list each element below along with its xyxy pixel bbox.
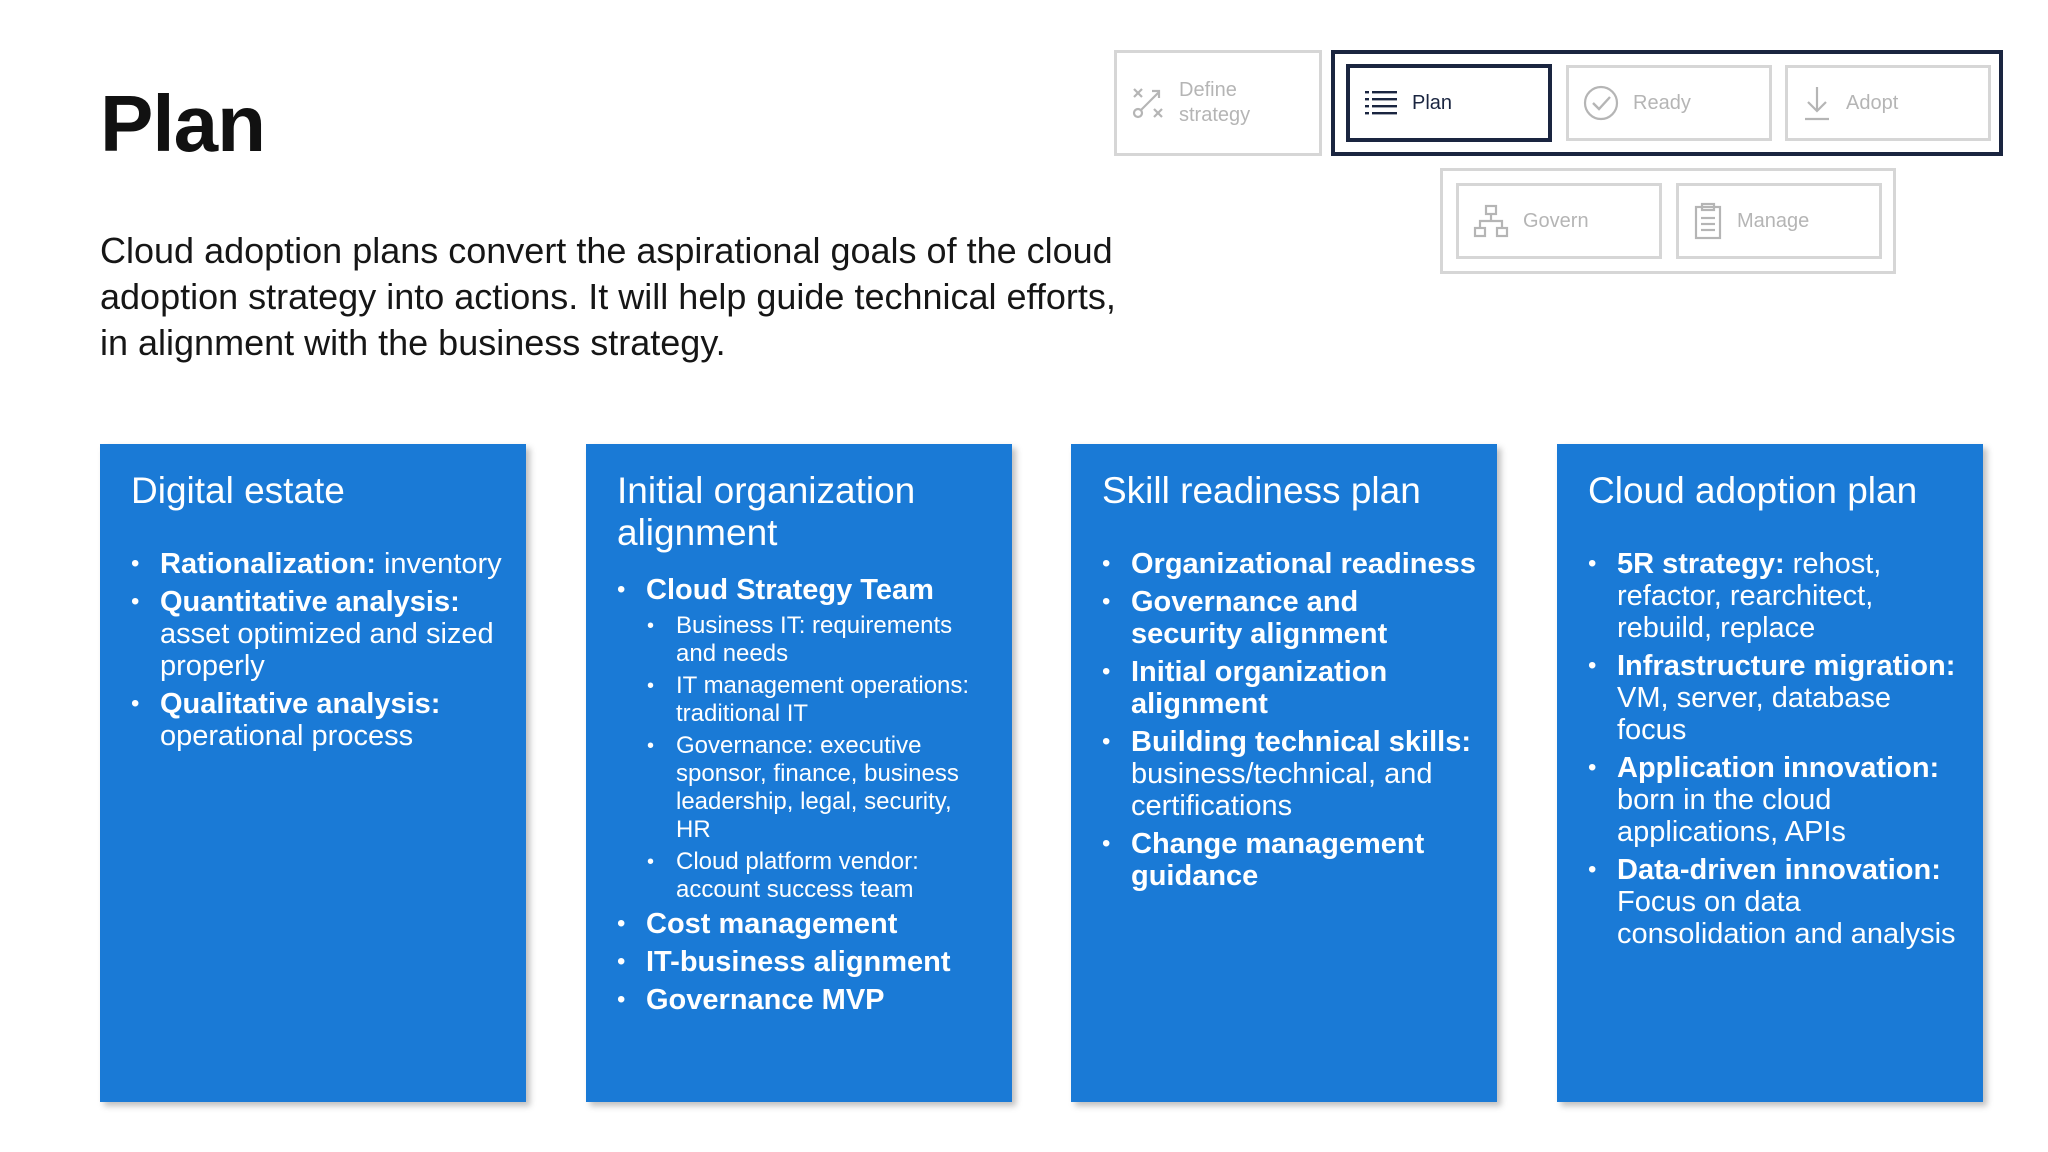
list-item: • Qualitative analysis: operational process [131, 688, 506, 752]
card-list [131, 548, 506, 752]
nav-govern-label: Govern [1523, 209, 1589, 232]
sub-list-item: • Governance: executive sponsor, finance, business leadership, legal, security, HR [617, 732, 992, 844]
card-title: Skill readiness plan [1102, 470, 1421, 511]
card-cloud-adoption-plan [1557, 444, 1983, 1102]
card-title: Cloud adoption plan [1588, 470, 1918, 511]
clipboard-icon [1693, 202, 1723, 240]
list-item: • 5R strategy: rehost, refactor, rearchitect, rebuild, replace [1588, 548, 1963, 644]
sub-list-item: • Business IT: requirements and needs [617, 612, 992, 668]
list-item: • Governance MVP [617, 984, 992, 1016]
download-arrow-icon [1802, 84, 1832, 122]
card-title: Initial organization alignment [617, 470, 916, 553]
list-item: • Building technical skills: business/technical, and certifications [1102, 726, 1477, 822]
list-item: • Quantitative analysis: asset optimized and sized properly [131, 586, 506, 682]
list-item: • Infrastructure migration: VM, server, database focus [1588, 650, 1963, 746]
list-item: • IT-business alignment [617, 946, 992, 978]
checkmark-circle-icon [1583, 85, 1619, 121]
nav-govern[interactable] [1456, 183, 1662, 259]
list-item: • Governance and security alignment [1102, 586, 1477, 650]
list-item: • Cost management [617, 908, 992, 940]
list-item: • Cloud Strategy Team [617, 574, 992, 606]
nav-manage[interactable] [1676, 183, 1882, 259]
card-list [1588, 548, 1963, 950]
card-list [1102, 548, 1477, 892]
list-item: • Data-driven innovation: Focus on data consolidation and analysis [1588, 854, 1963, 950]
nav-define-strategy[interactable] [1114, 50, 1322, 156]
list-item: • Change management guidance [1102, 828, 1477, 892]
card-initial-organization-alignment [586, 444, 1012, 1102]
nav-plan[interactable] [1346, 64, 1552, 142]
card-list [617, 574, 992, 1016]
nav-define-strategy-label: Define strategy [1179, 79, 1251, 126]
list-item: • Initial organization alignment [1102, 656, 1477, 720]
nav-ready[interactable] [1566, 65, 1772, 141]
card-digital-estate [100, 444, 526, 1102]
define-strategy-icon [1131, 86, 1165, 120]
nav-adopt[interactable] [1785, 65, 1991, 141]
card-skill-readiness-plan [1071, 444, 1497, 1102]
hierarchy-icon [1473, 204, 1509, 238]
list-item: • Rationalization: inventory [131, 548, 506, 580]
nav-adopt-label: Adopt [1846, 91, 1899, 114]
card-title: Digital estate [131, 470, 345, 511]
list-item: • Organizational readiness [1102, 548, 1477, 580]
list-item: • Application innovation: born in the cloud applications, APIs [1588, 752, 1963, 848]
list-icon [1364, 88, 1398, 118]
sub-list-item: • IT management operations: traditional IT [617, 672, 992, 728]
page-title: Plan [100, 79, 265, 168]
page-subtitle: Cloud adoption plans convert the aspirational goals of the cloud adoption strategy into actions. It will help guide technical efforts, in alignment with the business strategy. [100, 230, 1116, 363]
nav-plan-label: Plan [1412, 91, 1453, 114]
nav-ready-label: Ready [1633, 91, 1691, 114]
sub-list-item: • Cloud platform vendor: account success team [617, 848, 992, 904]
nav-manage-label: Manage [1737, 209, 1810, 232]
